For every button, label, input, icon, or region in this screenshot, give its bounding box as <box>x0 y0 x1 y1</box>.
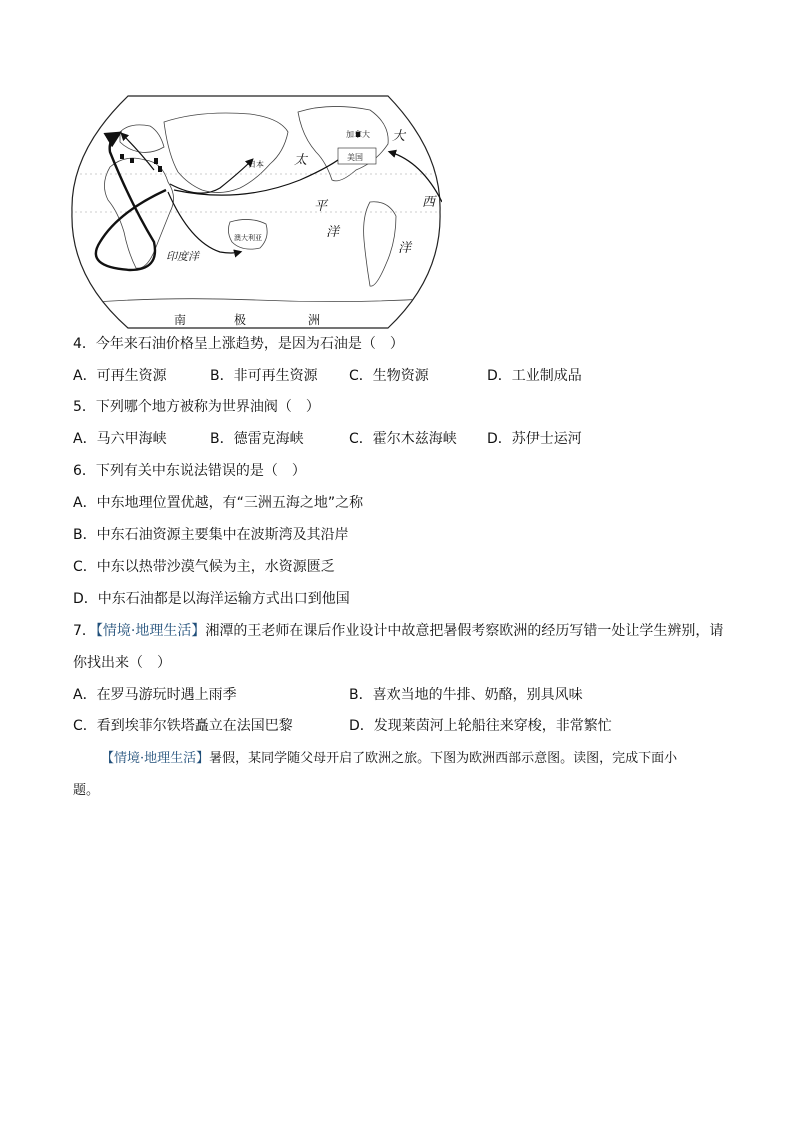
label-antarctica-3: 洲 <box>308 313 321 327</box>
question-7-number: 7． <box>73 623 96 639</box>
question-7-context-tag: 【情境·地理生活】 <box>95 623 206 639</box>
question-7-stem-line2: 你找出来（ ） <box>73 655 171 671</box>
label-atlantic-3: 洋 <box>398 241 412 256</box>
oil-field-marker <box>158 166 162 172</box>
context-tag: 【情境·地理生活】 <box>101 751 210 766</box>
context-text: 暑假，某同学随父母开启了欧洲之旅。下图为欧洲西部示意图。读图，完成下面小 <box>209 751 678 766</box>
label-atlantic-1: 大 <box>392 129 406 144</box>
question-6-option-c[interactable]: C．中东以热带沙漠气候为主，水资源匮乏 <box>73 559 335 575</box>
oil-field-marker <box>154 158 158 164</box>
label-pacific-3: 洋 <box>326 225 340 240</box>
question-7-option-b[interactable]: B．喜欢当地的牛排、奶酪，别具风味 <box>349 687 583 703</box>
question-4-option-d[interactable]: D．工业制成品 <box>487 368 582 384</box>
world-oil-routes-map <box>70 92 442 330</box>
oil-field-marker <box>130 158 134 163</box>
question-5-stem: 5．下列哪个地方被称为世界油阀（ ） <box>73 399 320 415</box>
question-5-option-d[interactable]: D．苏伊士运河 <box>487 431 582 447</box>
question-7-option-d[interactable]: D．发现莱茵河上轮船往来穿梭，非常繁忙 <box>349 718 612 734</box>
label-pacific-1: 太 <box>294 153 308 168</box>
label-indian-ocean: 印度洋 <box>166 250 199 263</box>
question-5-option-a[interactable]: A．马六甲海峡 <box>73 431 167 447</box>
label-usa: 美国 <box>347 153 363 162</box>
question-5-option-c[interactable]: C．霍尔木兹海峡 <box>349 431 457 447</box>
question-6-option-a[interactable]: A．中东地理位置优越，有“三洲五海之地”之称 <box>73 495 364 511</box>
context-line1 <box>101 749 677 769</box>
question-5-option-b[interactable]: B．德雷克海峡 <box>210 431 304 447</box>
oil-field-marker <box>120 154 124 159</box>
label-japan: 日本 <box>248 160 264 169</box>
question-4-option-b[interactable]: B．非可再生资源 <box>210 368 318 384</box>
question-6-stem: 6．下列有关中东说法错误的是（ ） <box>73 463 306 479</box>
question-7-stem-line1 <box>73 621 723 641</box>
question-4-option-c[interactable]: C．生物资源 <box>349 368 429 384</box>
question-7-stem-text: 湘潭的王老师在课后作业设计中故意把暑假考察欧洲的经历写错一处让学生辨别，请 <box>205 623 724 639</box>
question-7-option-c[interactable]: C．看到埃菲尔铁塔矗立在法国巴黎 <box>73 718 293 734</box>
label-atlantic-2: 西 <box>422 195 436 210</box>
context-line2: 题。 <box>73 783 100 798</box>
question-6-option-d[interactable]: D．中东石油都是以海洋运输方式出口到他国 <box>73 591 350 607</box>
question-7-option-a[interactable]: A．在罗马游玩时遇上雨季 <box>73 687 237 703</box>
label-canada: 加拿大 <box>346 130 370 139</box>
question-6-option-b[interactable]: B．中东石油资源主要集中在波斯湾及其沿岸 <box>73 527 349 543</box>
question-4-stem: 4．今年来石油价格呈上涨趋势，是因为石油是（ ） <box>73 336 404 352</box>
question-4-option-a[interactable]: A．可再生资源 <box>73 368 167 384</box>
label-australia: 澳大利亚 <box>234 234 262 242</box>
label-pacific-2: 平 <box>314 199 328 214</box>
label-antarctica-1: 南 <box>174 313 187 327</box>
label-antarctica-2: 极 <box>234 313 247 327</box>
